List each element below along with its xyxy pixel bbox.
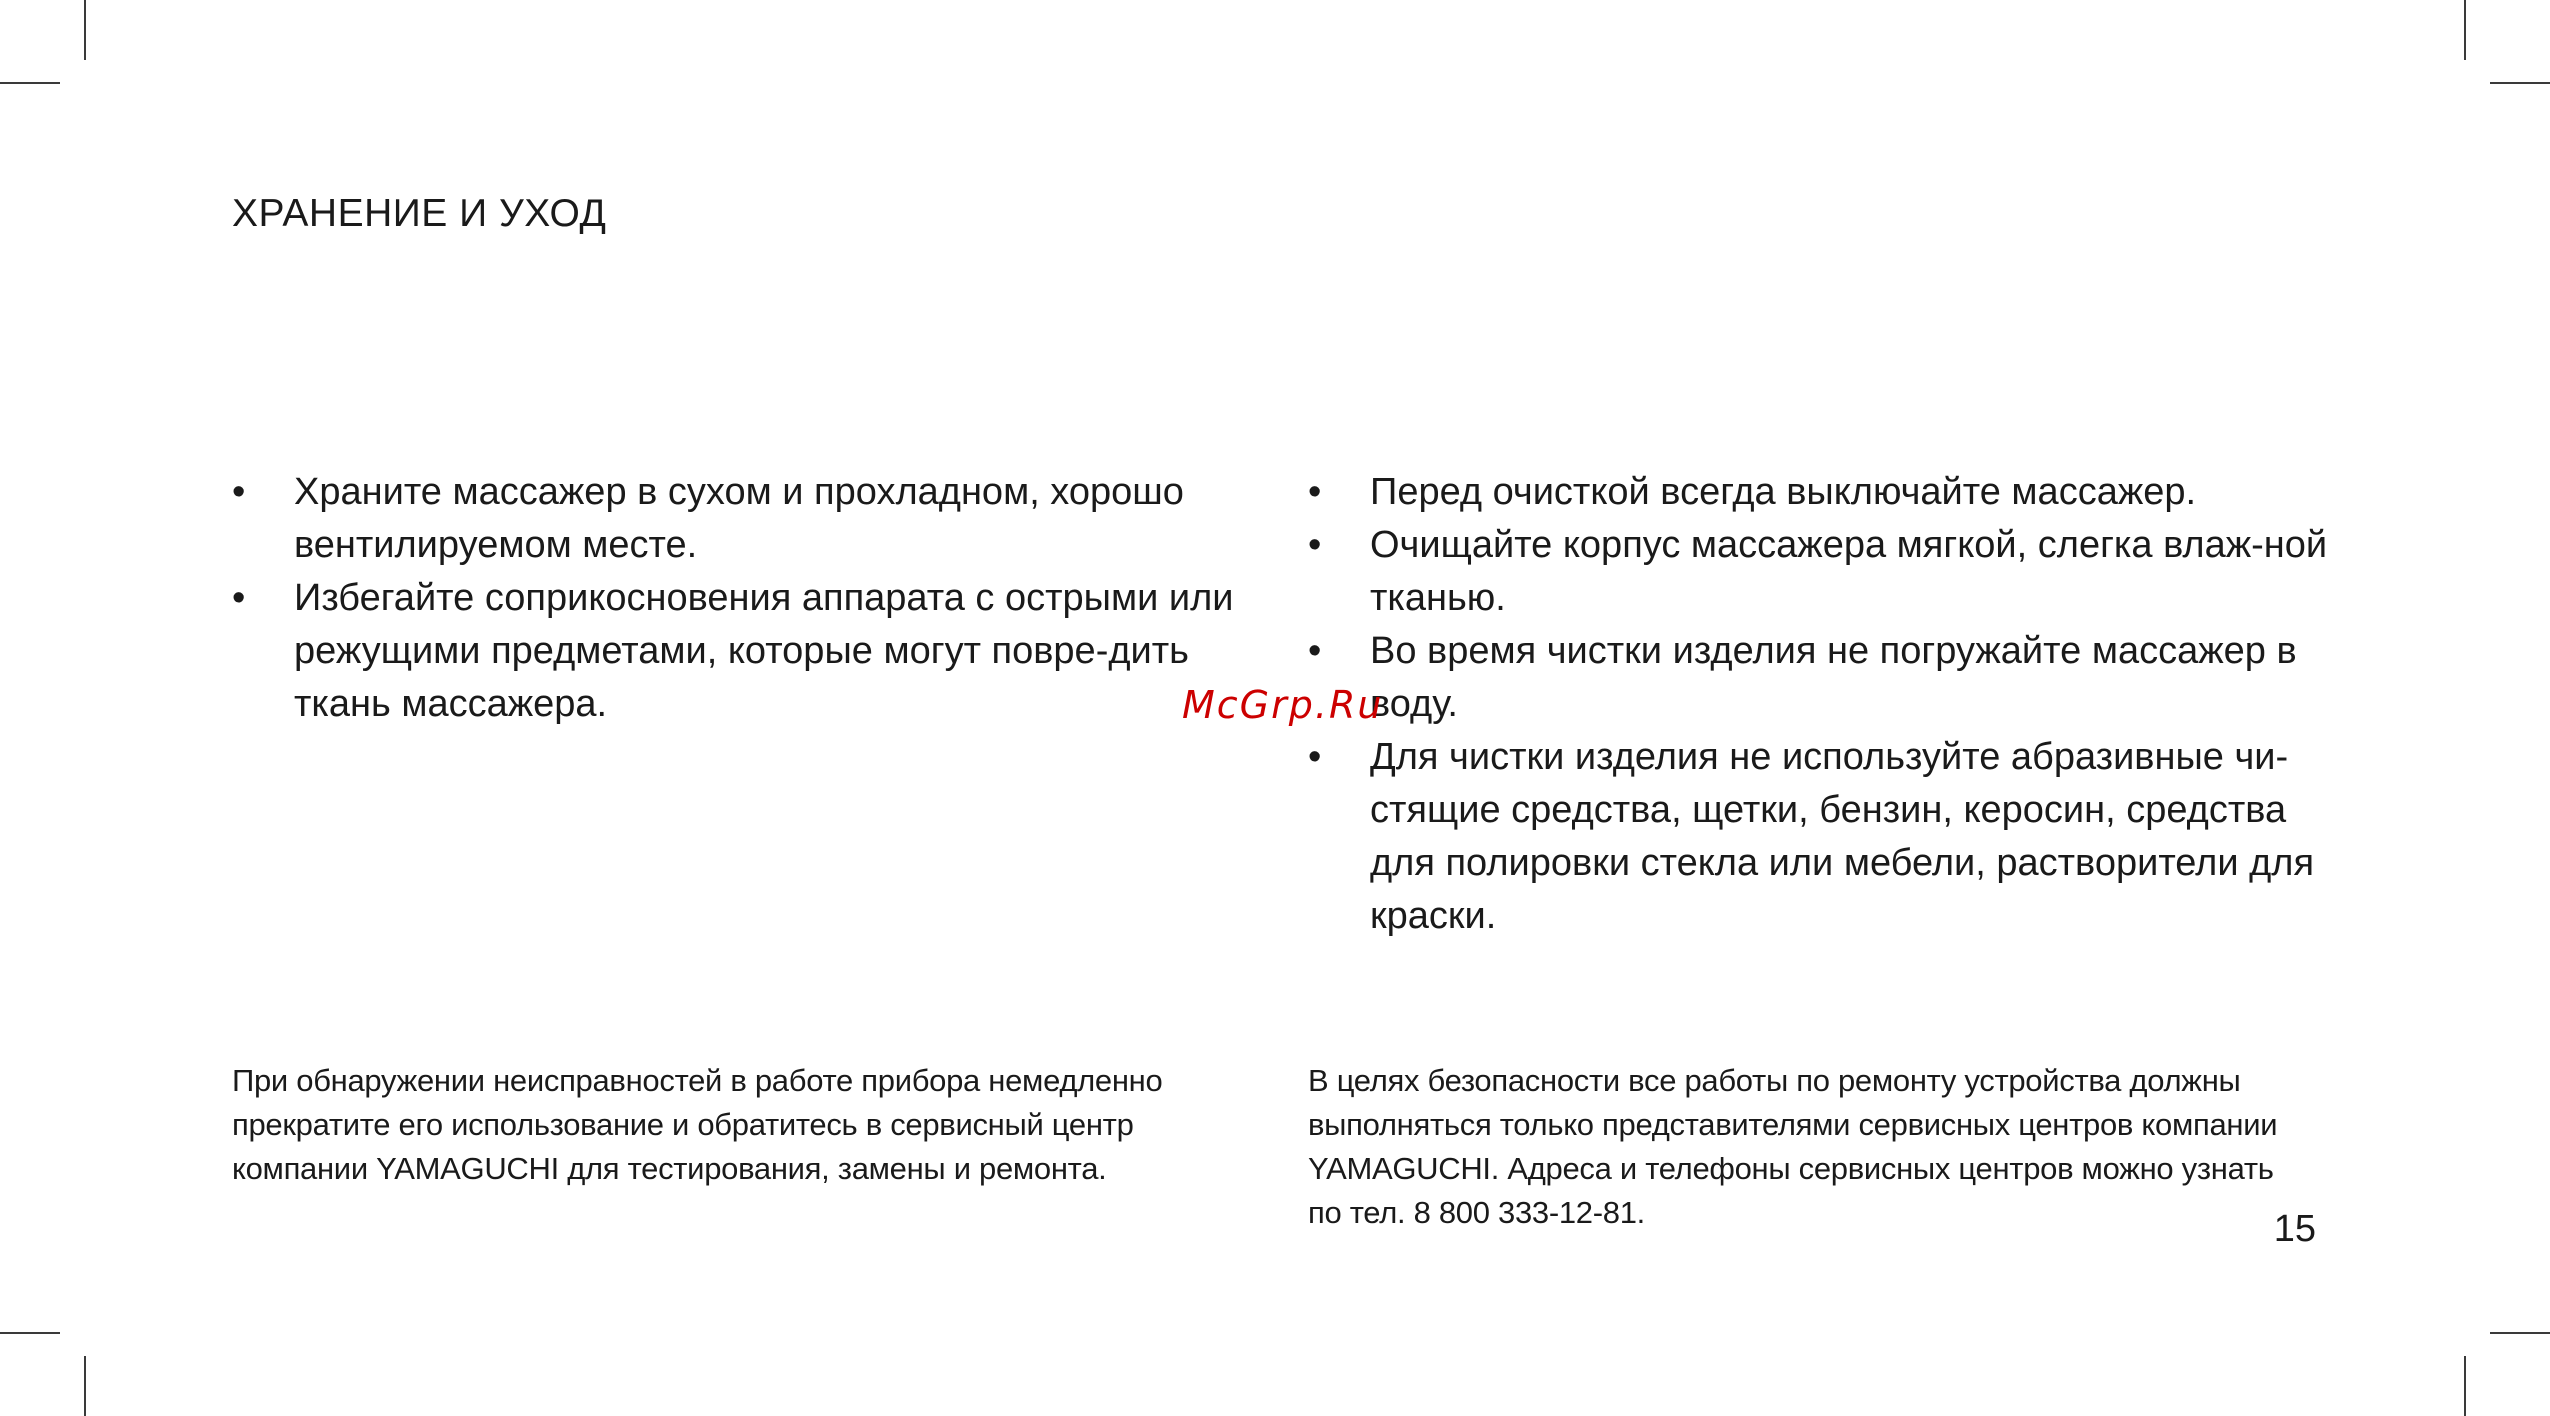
list-item: • Очищайте корпус массажера мягкой, слегка влаж-ной тканью. [1308,519,2338,625]
list-item: • Для чистки изделия не используйте абразивные чи-стящие средства, щетки, бензин, керосин, средства для полировки стекла или мебели, растворители для краски. [1308,731,2338,943]
storage-list [232,466,1242,731]
page-number: 15 [2273,1208,2316,1250]
page-title: ХРАНЕНИЕ И УХОД [232,192,607,236]
malfunction-note: При обнаружении неисправностей в работе прибора немедленно прекратите его использование и обратитесь в сервисный центр компании YAMAGUCHI для тестирования, замены и ремонта. [232,1063,1163,1186]
crop-mark-bottom-right-vertical [2464,1356,2466,1416]
care-list [1308,466,2338,943]
crop-mark-top-right-horizontal [2490,82,2550,84]
crop-mark-top-left-vertical [84,0,86,60]
watermark: McGrp.Ru [1182,683,1384,727]
list-item: • Храните массажер в сухом и прохладном, хорошо вентилируемом месте. [232,466,1242,572]
crop-mark-bottom-right-horizontal [2490,1332,2550,1334]
list-item: • Перед очисткой всегда выключайте массажер. [1308,466,2338,519]
crop-mark-top-right-vertical [2464,0,2466,60]
service-note: В целях безопасности все работы по ремонту устройства должны выполняться только представителями сервисных центров компании YAMAGUCHI. Адреса и телефоны сервисных центров можно узнать по тел. 8 800 333-12-81. [1308,1063,2278,1230]
crop-mark-bottom-left-horizontal [0,1332,60,1334]
crop-mark-bottom-left-vertical [84,1356,86,1416]
crop-mark-top-left-horizontal [0,82,60,84]
list-item: • Избегайте соприкосновения аппарата с острыми или режущими предметами, которые могут повре-дить ткань массажера. [232,572,1242,731]
list-item: • Во время чистки изделия не погружайте массажер в воду. [1308,625,2338,731]
